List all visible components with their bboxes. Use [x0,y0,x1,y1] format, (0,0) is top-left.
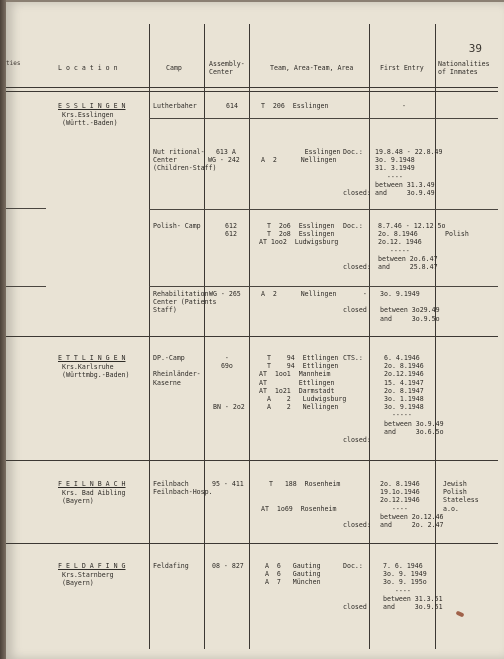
first-entry: 3o. 9.1949 between 3o29.49 and 3o.9.5o [380,290,440,323]
page-number: 39 [468,42,482,55]
row-rule [6,460,498,461]
entry-status: CTS.: closed: [343,354,371,445]
left-margin-rule [6,286,46,287]
row-rule [6,336,498,337]
camp-name: Polish- Camp [153,222,201,230]
assembly-center: - 69o BN - 2o2 [213,354,245,412]
nationalities: Jewish Polish Stateless a.o. [443,480,479,513]
team-area: T 2o6 Esslingen T 2o8 Esslingen AT 1oo2 Ludwigsburg [259,222,339,247]
team-area: Esslingen A 2 Nellingen [261,148,341,165]
first-entry: 2o. 8.1946 19.1o.1946 2o.12.1946 ---- between 2o.12.46 and 2o. 2.47 [380,480,444,530]
camp-name: Nut ritional- Center (Children-Staff) [153,148,217,173]
header-rule [6,87,498,88]
location-name: E T T L I N G E N [58,354,126,362]
assembly-center: 95 - 411 [212,480,244,488]
team-area: A 2 Nellingen [261,290,337,298]
previous-page-edge-text: ties [6,60,21,67]
left-margin-rule [6,208,46,209]
row-rule [6,543,498,544]
team-area: T 94 Ettlingen T 94 Ettlingen AT 1oo1 Mannheim AT Ettlingen AT 1o21 Darmstadt A 2 Ludwigsburg A 2 Nellingen [259,354,347,412]
location-district: Krs.Esslingen (Württ.-Baden) [62,111,118,128]
first-entry: 19.8.48 - 22.8.49 3o. 9.1948 31. 3.1949 ---- between 31.3.49 and 3o.9.49 [375,148,443,198]
sub-row-rule [149,286,498,287]
entry-status: Doc.: closed [343,562,367,612]
nationalities: Polish [445,230,469,238]
location-district: Krs.Starnberg (Bayern) [62,571,114,588]
location-name: F E L D A F I N G [58,562,126,570]
first-entry: - [402,102,406,110]
first-entry: 7. 6. 1946 3o. 9. 1949 3o. 9. 195o ---- between 31.3.51 and 3o.9.51 [383,562,443,612]
entry-status: Doc.: closed: [343,222,371,272]
camp-name: Feilnbach Feilnbach-Hosp. [153,480,213,497]
entry-status: closed: [343,521,371,530]
assembly-center: 08 - 827 [212,562,244,570]
assembly-center: WG - 265 [209,290,241,298]
assembly-center: 612 612 [225,222,237,239]
location-name: E S S L I N G E N [58,102,126,110]
stain-mark [456,610,465,617]
first-entry: 6. 4.1946 2o. 8.1946 2o.12.1946 15. 4.1947 2o. 8.1947 3o. 1.1948 3o. 9.1948 ----- between 3o.9.49 and 3o.6.5o [384,354,444,436]
team-area: T 188 Rosenheim AT 1o69 Rosenheim [261,480,341,513]
team-area: A 6 Gauting A 6 Gauting A 7 München [265,562,321,587]
location-district: Krs. Bad Aibling (Bayern) [62,489,126,506]
header-rule [6,91,498,92]
sub-row-rule [149,209,498,210]
assembly-center: 613 A WG - 242 [208,148,240,165]
header-nationalities: Nationalities of Inmates [438,60,490,77]
first-entry: 8.7.46 - 12.12.5o 2o. 8.1946 2o.12. 1946 ----- between 2o.6.47 and 25.8.47 [378,222,446,272]
camp-name: Rehabilitation- Center (Patients Staff) [153,290,217,315]
header-team-area: Team, Area-Team, Area [270,64,354,72]
sub-row-rule [149,118,498,119]
camp-name: Lutherbaher [153,102,197,110]
entry-status: Doc.: closed: [343,148,371,198]
location-district: Krs.Karlsruhe (Württmbg.-Baden) [62,363,130,380]
document-page [6,2,504,659]
entry-status: - closed [343,290,367,315]
header-camp: Camp [166,64,182,72]
header-location: L o c a t i o n [58,64,118,72]
camp-name: Feldafing [153,562,189,570]
location-name: F E I L N B A C H [58,480,126,488]
header-assembly-center: Assembly- Center [209,60,245,77]
header-first-entry: First Entry [380,64,424,72]
team-area: T 206 Esslingen [261,102,329,110]
assembly-center: 614 [226,102,238,110]
camp-name: DP.-Camp Rheinländer- Kaserne [153,354,201,387]
